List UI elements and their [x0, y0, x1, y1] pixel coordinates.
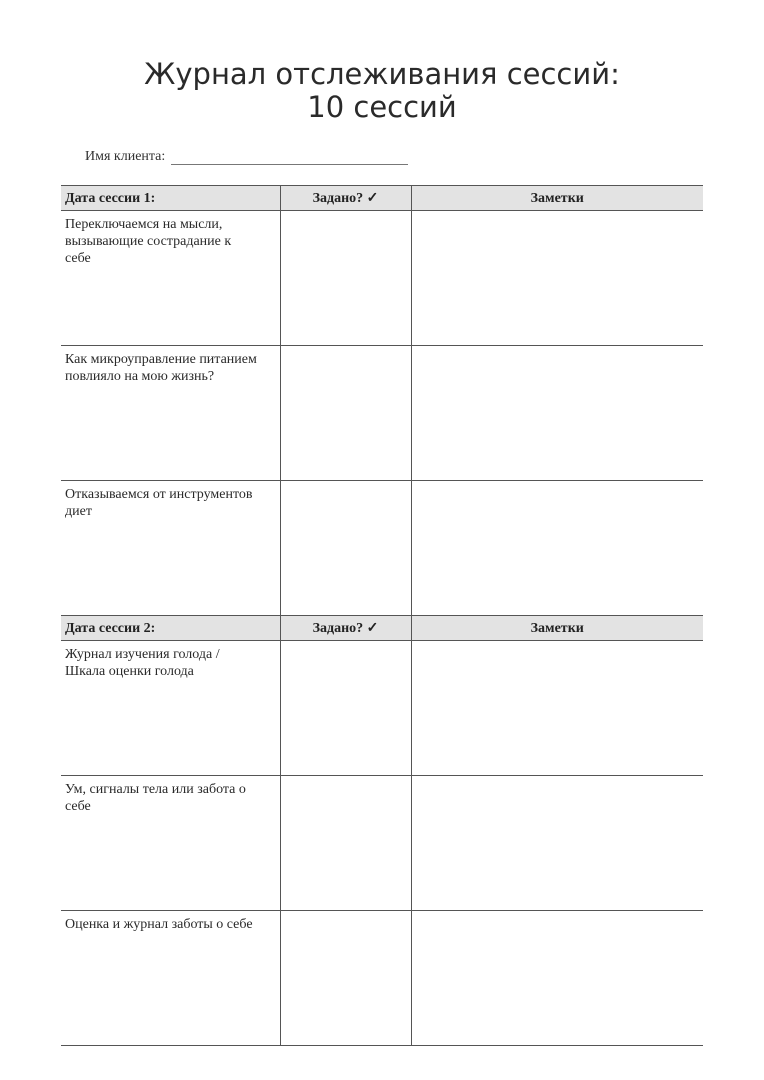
session-1-done-header: Задано? ✓ [280, 186, 411, 211]
client-name-field[interactable] [171, 150, 408, 165]
task-cell: Ум, сигналы тела или забота о себе [61, 776, 280, 911]
table-row [61, 481, 703, 616]
table-row [61, 776, 703, 911]
task-cell: Как микроуправление питанием повлияло на мою жизнь? [61, 346, 280, 481]
client-name-row [85, 149, 408, 165]
done-cell[interactable] [280, 776, 411, 911]
session-2-date-header: Дата сессии 2: [61, 616, 280, 641]
notes-cell[interactable] [411, 641, 703, 776]
done-cell[interactable] [280, 641, 411, 776]
done-cell[interactable] [280, 211, 411, 346]
done-cell[interactable] [280, 911, 411, 1046]
session-log-table [61, 185, 703, 1046]
page-title-line-1: Журнал отслеживания сессий: [144, 57, 620, 91]
page-title-line-2: 10 сессий [307, 90, 457, 124]
page-title [0, 58, 764, 124]
table-row [61, 211, 703, 346]
session-2-header [61, 616, 703, 641]
session-1-date-header: Дата сессии 1: [61, 186, 280, 211]
session-1-notes-header: Заметки [411, 186, 703, 211]
notes-cell[interactable] [411, 481, 703, 616]
session-2-notes-header: Заметки [411, 616, 703, 641]
table-row [61, 346, 703, 481]
task-cell: Отказываемся от инструментов диет [61, 481, 280, 616]
client-name-label: Имя клиента: [85, 149, 166, 164]
table-row [61, 911, 703, 1046]
notes-cell[interactable] [411, 911, 703, 1046]
table-row [61, 641, 703, 776]
done-cell[interactable] [280, 481, 411, 616]
task-cell: Журнал изучения голода / Шкала оценки голода [61, 641, 280, 776]
notes-cell[interactable] [411, 346, 703, 481]
session-1-header [61, 186, 703, 211]
notes-cell[interactable] [411, 211, 703, 346]
task-cell: Переключаемся на мысли, вызывающие сострадание к себе [61, 211, 280, 346]
task-cell: Оценка и журнал заботы о себе [61, 911, 280, 1046]
notes-cell[interactable] [411, 776, 703, 911]
session-2-done-header: Задано? ✓ [280, 616, 411, 641]
done-cell[interactable] [280, 346, 411, 481]
